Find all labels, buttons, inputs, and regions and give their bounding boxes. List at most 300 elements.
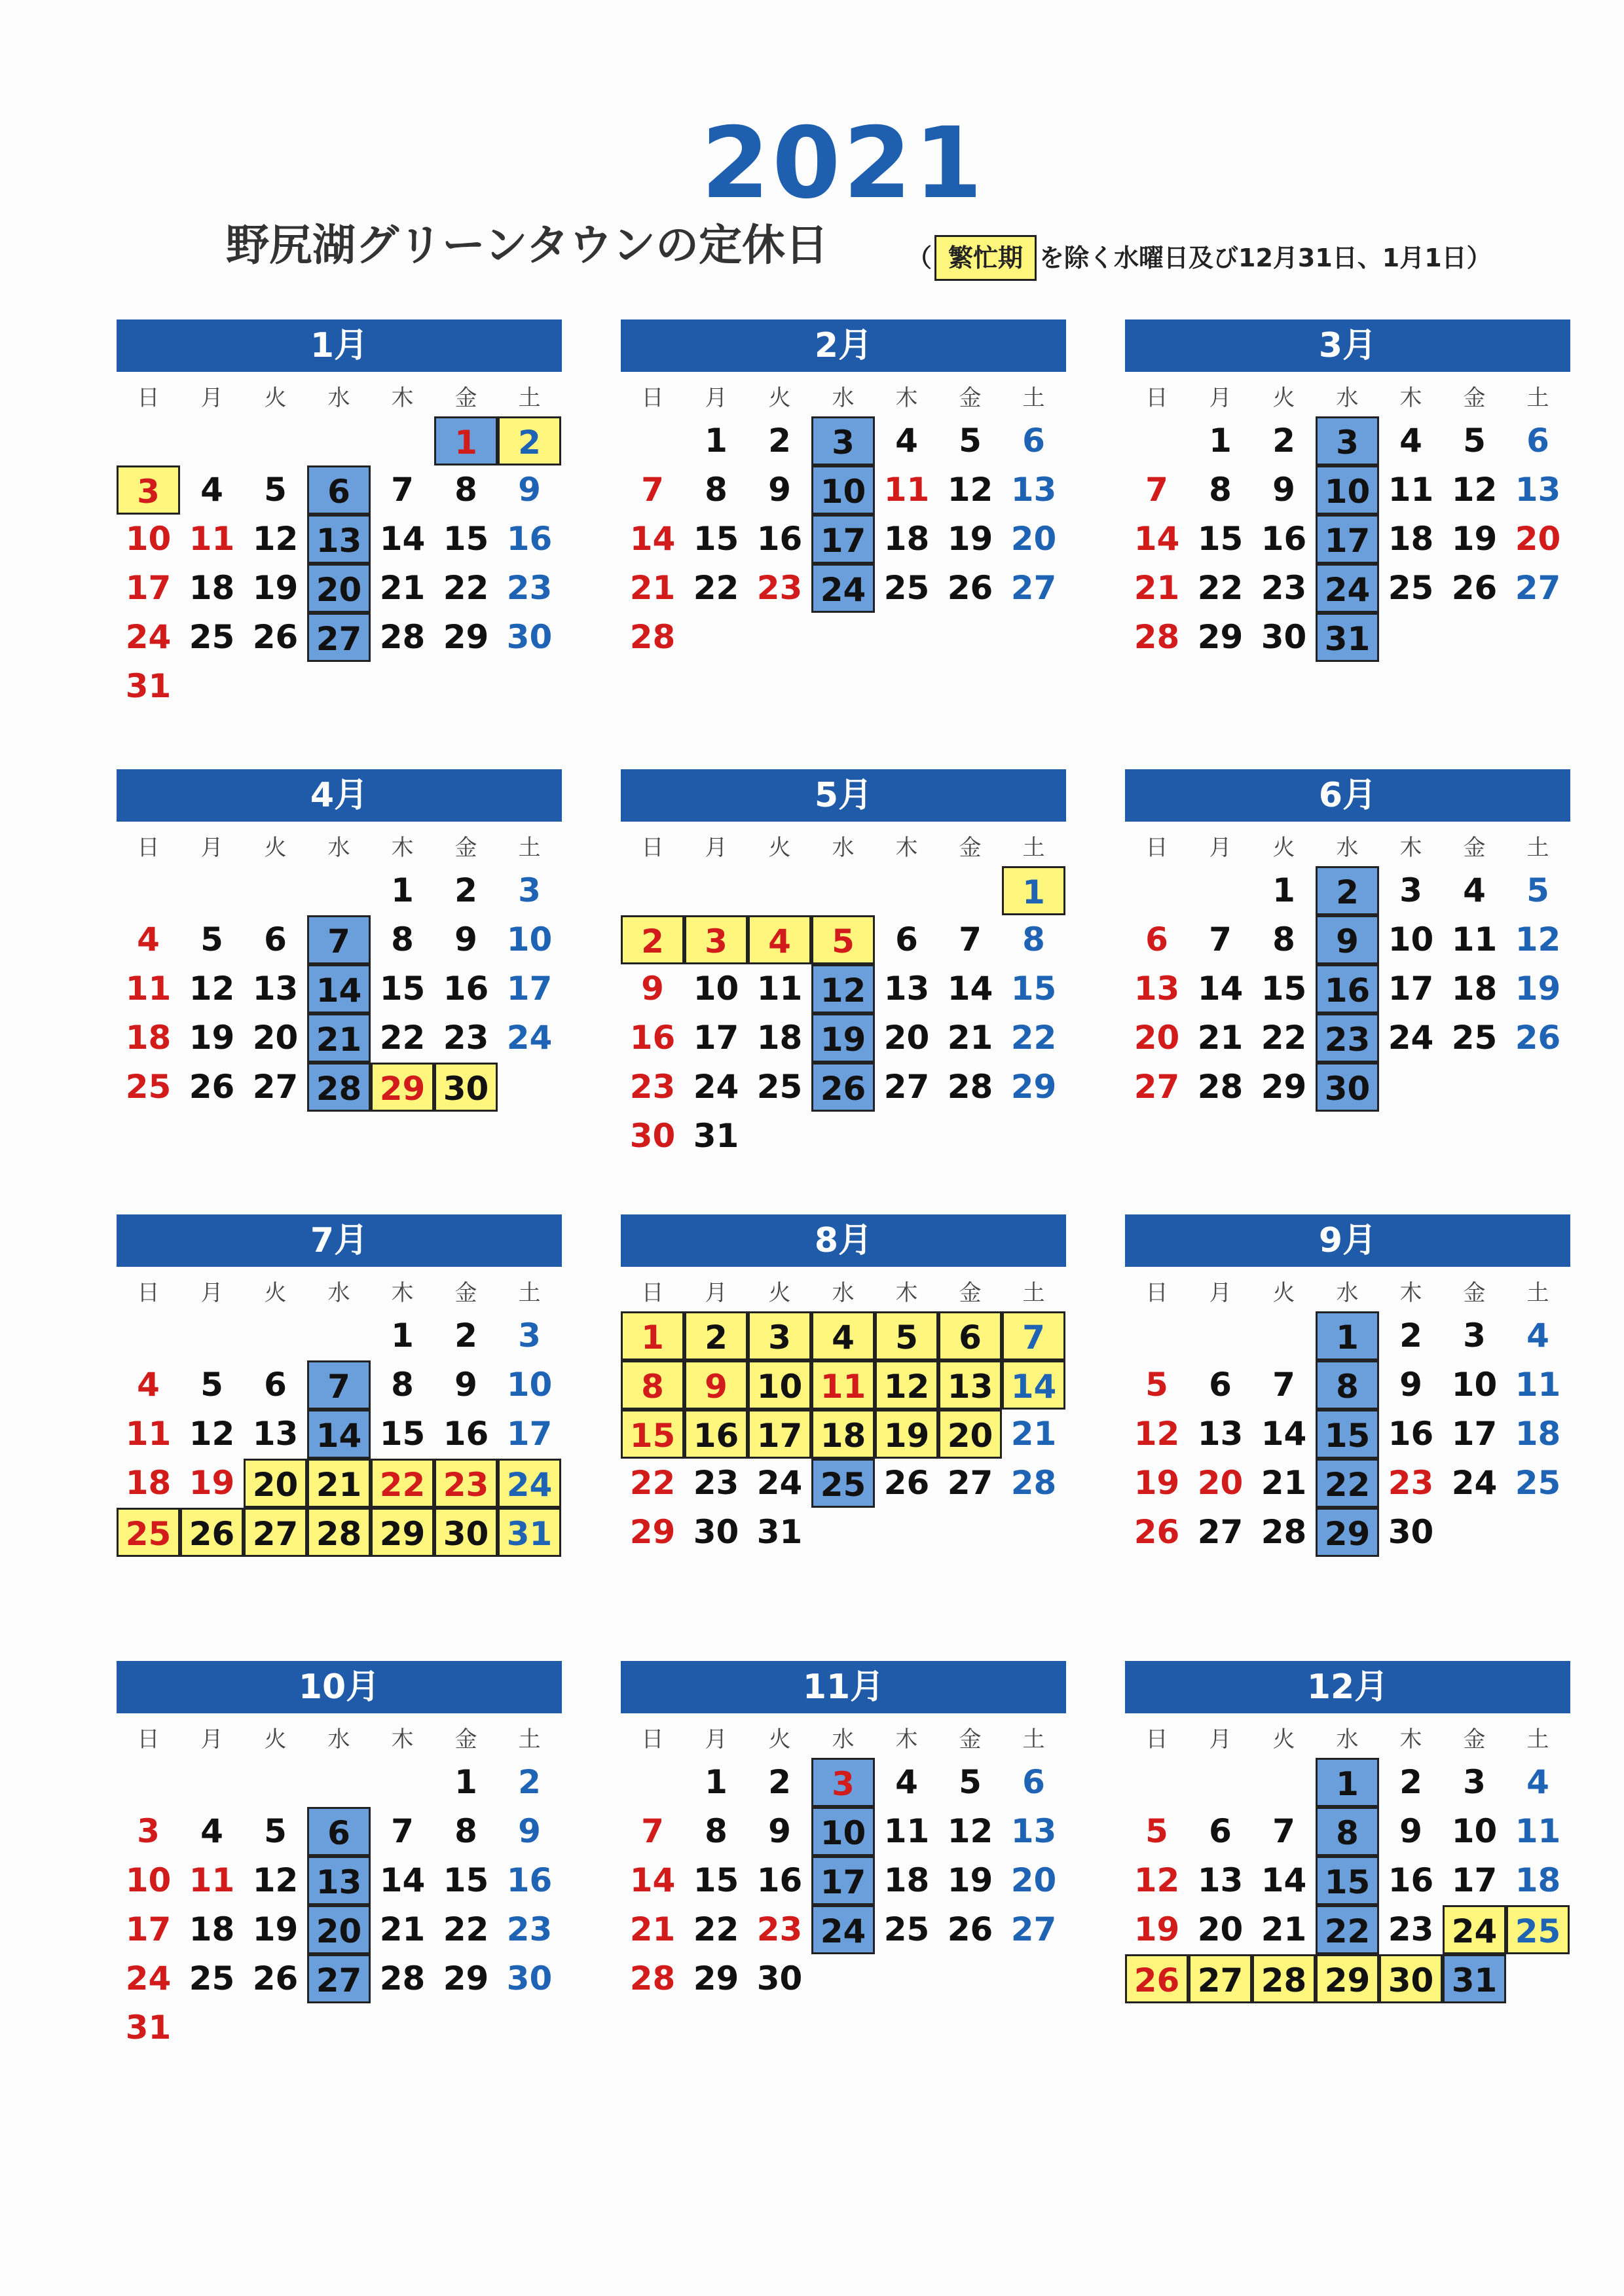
day-cell: 13 (1197, 1415, 1244, 1453)
day-cell: 28 (629, 1959, 676, 1997)
day-cell: 27 (1189, 1954, 1252, 2003)
day-cell: 9 (518, 1812, 541, 1850)
day-cell: 5 (1526, 871, 1549, 909)
day-cell: 5 (1145, 1366, 1168, 1404)
day-cell: 23 (506, 1910, 553, 1948)
day-cell: 6 (895, 920, 918, 958)
weekday-label: 木 (1399, 835, 1422, 861)
day-cell: 2 (1399, 1317, 1422, 1355)
month-calendar (621, 1661, 1066, 2054)
day-cell: 28 (379, 1959, 426, 1997)
day-cell: 24 (756, 1464, 803, 1502)
day-cell: 11 (125, 970, 172, 1008)
weekday-label: 木 (895, 1726, 918, 1753)
day-cell: 10 (1451, 1366, 1498, 1404)
day-cell: 29 (1316, 1954, 1379, 2003)
day-cell: 19 (189, 1464, 235, 1502)
day-cell: 25 (1451, 1019, 1498, 1057)
day-cell: 29 (693, 1959, 739, 1997)
day-cell: 13 (252, 1415, 299, 1453)
weekday-label: 月 (705, 1726, 728, 1753)
weekday-label: 日 (1145, 835, 1168, 861)
day-cell: 12 (875, 1360, 938, 1410)
day-cell: 22 (1316, 1905, 1379, 1954)
day-cell: 17 (506, 1415, 553, 1453)
day-cell: 20 (1010, 1861, 1057, 1899)
day-cell: 20 (938, 1410, 1002, 1459)
month-header: 8月 (621, 1214, 1066, 1267)
day-cell: 1 (434, 416, 498, 465)
day-cell: 7 (1145, 471, 1168, 509)
month-calendar (1125, 1214, 1570, 1607)
weekday-label: 金 (959, 835, 982, 861)
weekday-label: 水 (832, 1280, 855, 1306)
weekday-label: 日 (641, 385, 664, 411)
day-cell: 16 (506, 520, 553, 558)
day-cell: 5 (264, 1812, 287, 1850)
month-calendar (1125, 769, 1570, 1162)
day-cell: 20 (1197, 1464, 1244, 1502)
day-cell: 12 (189, 1415, 235, 1453)
weekday-label: 土 (518, 1280, 541, 1306)
day-cell: 30 (506, 618, 553, 656)
day-cell: 19 (189, 1019, 235, 1057)
weekday-label: 金 (959, 385, 982, 411)
weekday-label: 月 (200, 1726, 223, 1753)
weekday-label: 木 (1399, 385, 1422, 411)
weekday-label: 金 (1463, 835, 1486, 861)
day-cell: 26 (947, 569, 993, 607)
day-cell: 21 (629, 1910, 676, 1948)
day-cell: 22 (371, 1459, 434, 1508)
day-cell: 10 (1451, 1812, 1498, 1850)
year-heading: 2021 (701, 107, 986, 221)
day-cell: 14 (307, 1410, 371, 1459)
weekday-label: 金 (959, 1280, 982, 1306)
weekday-label: 火 (768, 835, 791, 861)
day-cell: 27 (1010, 569, 1057, 607)
month-header: 1月 (117, 319, 562, 372)
day-cell: 13 (1515, 471, 1561, 509)
day-cell: 13 (307, 515, 371, 564)
day-cell: 12 (1451, 471, 1498, 509)
day-cell: 7 (1209, 920, 1232, 958)
month-calendar (117, 769, 562, 1162)
day-cell: 27 (1197, 1513, 1244, 1551)
day-cell: 1 (391, 871, 414, 909)
day-cell: 3 (748, 1311, 811, 1360)
day-cell: 6 (307, 465, 371, 515)
weekday-label: 土 (1022, 1726, 1045, 1753)
weekday-label: 木 (895, 835, 918, 861)
day-cell: 23 (443, 1019, 489, 1057)
day-cell: 8 (391, 920, 414, 958)
day-cell: 18 (189, 1910, 235, 1948)
weekday-label: 日 (137, 385, 160, 411)
day-cell: 3 (811, 416, 875, 465)
day-cell: 10 (506, 920, 553, 958)
weekday-label: 月 (1209, 385, 1232, 411)
month-calendar (621, 769, 1066, 1162)
day-cell: 7 (1272, 1812, 1295, 1850)
day-cell: 2 (454, 1317, 477, 1355)
day-cell: 18 (1515, 1415, 1561, 1453)
day-cell: 2 (1316, 866, 1379, 915)
day-cell: 20 (1134, 1019, 1180, 1057)
day-cell: 30 (434, 1508, 498, 1557)
day-cell: 24 (125, 1959, 172, 1997)
day-cell: 13 (1010, 471, 1057, 509)
day-cell: 29 (1261, 1068, 1307, 1106)
weekday-label: 水 (327, 385, 350, 411)
day-cell: 9 (454, 920, 477, 958)
day-cell: 7 (391, 1812, 414, 1850)
weekday-label: 水 (832, 835, 855, 861)
day-cell: 6 (1022, 422, 1045, 460)
day-cell: 14 (1261, 1415, 1307, 1453)
day-cell: 19 (875, 1410, 938, 1459)
day-cell: 15 (1316, 1410, 1379, 1459)
day-cell: 30 (693, 1513, 739, 1551)
day-cell: 21 (1134, 569, 1180, 607)
day-cell: 7 (391, 471, 414, 509)
day-cell: 9 (684, 1360, 748, 1410)
day-cell: 6 (264, 1366, 287, 1404)
day-cell: 10 (1316, 465, 1379, 515)
day-cell: 27 (883, 1068, 930, 1106)
day-cell: 17 (506, 970, 553, 1008)
day-cell: 5 (264, 471, 287, 509)
day-cell: 17 (693, 1019, 739, 1057)
day-cell: 1 (705, 422, 728, 460)
day-cell: 2 (1399, 1763, 1422, 1801)
title-note (907, 234, 1492, 282)
day-cell: 2 (498, 416, 561, 465)
day-cell: 28 (379, 618, 426, 656)
day-cell: 6 (264, 920, 287, 958)
page-title: 野尻湖グリーンタウンの定休日 (226, 220, 829, 270)
day-cell: 7 (307, 915, 371, 964)
day-cell: 15 (379, 970, 426, 1008)
day-cell: 22 (379, 1019, 426, 1057)
weekday-label: 木 (895, 1280, 918, 1306)
day-cell: 9 (454, 1366, 477, 1404)
day-cell: 4 (895, 1763, 918, 1801)
weekday-label: 火 (264, 385, 287, 411)
day-cell: 20 (307, 564, 371, 613)
weekday-label: 水 (832, 1726, 855, 1753)
weekday-label: 木 (1399, 1280, 1422, 1306)
day-cell: 5 (1463, 422, 1486, 460)
weekday-label: 木 (391, 1726, 414, 1753)
weekday-label: 日 (137, 835, 160, 861)
day-cell: 24 (506, 1019, 553, 1057)
weekday-label: 木 (1399, 1726, 1422, 1753)
day-cell: 16 (1261, 520, 1307, 558)
day-cell: 9 (1399, 1366, 1422, 1404)
day-cell: 19 (947, 520, 993, 558)
month-calendar (1125, 1661, 1570, 2054)
day-cell: 27 (252, 1068, 299, 1106)
day-cell: 10 (125, 520, 172, 558)
day-cell: 5 (959, 422, 982, 460)
weekday-label: 土 (1526, 385, 1549, 411)
day-cell: 11 (1515, 1366, 1561, 1404)
day-cell: 6 (1022, 1763, 1045, 1801)
day-cell: 23 (434, 1459, 498, 1508)
weekday-label: 木 (895, 385, 918, 411)
day-cell: 28 (1252, 1954, 1316, 2003)
day-cell: 6 (307, 1807, 371, 1856)
day-cell: 16 (756, 520, 803, 558)
day-cell: 18 (125, 1464, 172, 1502)
weekday-label: 月 (1209, 835, 1232, 861)
day-cell: 11 (189, 520, 235, 558)
day-cell: 31 (1443, 1954, 1506, 2003)
weekday-label: 金 (959, 1726, 982, 1753)
day-cell: 11 (125, 1415, 172, 1453)
weekday-label: 土 (1022, 835, 1045, 861)
day-cell: 12 (947, 471, 993, 509)
day-cell: 29 (443, 1959, 489, 1997)
day-cell: 29 (1197, 618, 1244, 656)
day-cell: 29 (629, 1513, 676, 1551)
day-cell: 3 (137, 1812, 160, 1850)
day-cell: 9 (518, 471, 541, 509)
day-cell: 20 (1197, 1910, 1244, 1948)
day-cell: 7 (641, 1812, 664, 1850)
day-cell: 11 (1515, 1812, 1561, 1850)
day-cell: 14 (1134, 520, 1180, 558)
weekday-label: 火 (1272, 1280, 1295, 1306)
day-cell: 8 (621, 1360, 684, 1410)
weekday-label: 月 (1209, 1726, 1232, 1753)
day-cell: 21 (947, 1019, 993, 1057)
day-cell: 31 (693, 1117, 739, 1155)
weekday-label: 火 (1272, 385, 1295, 411)
day-cell: 22 (1316, 1459, 1379, 1508)
day-cell: 17 (125, 1910, 172, 1948)
day-cell: 5 (200, 1366, 223, 1404)
day-cell: 15 (1316, 1856, 1379, 1905)
day-cell: 6 (1526, 422, 1549, 460)
day-cell: 2 (684, 1311, 748, 1360)
day-cell: 2 (768, 1763, 791, 1801)
day-cell: 12 (252, 1861, 299, 1899)
day-cell: 4 (1526, 1763, 1549, 1801)
month-calendar (621, 319, 1066, 712)
day-cell: 5 (1145, 1812, 1168, 1850)
day-cell: 12 (1134, 1415, 1180, 1453)
day-cell: 24 (498, 1459, 561, 1508)
weekday-label: 木 (391, 385, 414, 411)
day-cell: 1 (705, 1763, 728, 1801)
day-cell: 7 (641, 471, 664, 509)
weekday-label: 水 (1336, 1280, 1359, 1306)
day-cell: 18 (189, 569, 235, 607)
day-cell: 9 (1316, 915, 1379, 964)
day-cell: 30 (1379, 1954, 1443, 2003)
day-cell: 4 (1463, 871, 1486, 909)
day-cell: 29 (1010, 1068, 1057, 1106)
day-cell: 1 (1316, 1311, 1379, 1360)
day-cell: 21 (1261, 1464, 1307, 1502)
day-cell: 30 (1261, 618, 1307, 656)
weekday-label: 土 (1526, 835, 1549, 861)
day-cell: 30 (629, 1117, 676, 1155)
weekday-label: 日 (641, 835, 664, 861)
day-cell: 31 (498, 1508, 561, 1557)
day-cell: 8 (1316, 1360, 1379, 1410)
day-cell: 19 (252, 1910, 299, 1948)
day-cell: 11 (756, 970, 803, 1008)
weekday-label: 火 (768, 385, 791, 411)
day-cell: 20 (244, 1459, 307, 1508)
day-cell: 6 (1145, 920, 1168, 958)
month-header: 9月 (1125, 1214, 1570, 1267)
day-cell: 14 (1002, 1360, 1065, 1410)
day-cell: 22 (693, 569, 739, 607)
month-header: 4月 (117, 769, 562, 822)
day-cell: 5 (811, 915, 875, 964)
weekday-label: 水 (327, 1280, 350, 1306)
day-cell: 4 (811, 1311, 875, 1360)
month-header: 10月 (117, 1661, 562, 1713)
day-cell: 24 (693, 1068, 739, 1106)
weekday-label: 月 (705, 1280, 728, 1306)
day-cell: 26 (252, 618, 299, 656)
day-cell: 14 (947, 970, 993, 1008)
day-cell: 25 (125, 1068, 172, 1106)
day-cell: 4 (200, 471, 223, 509)
weekday-label: 日 (641, 1280, 664, 1306)
day-cell: 23 (756, 569, 803, 607)
day-cell: 8 (454, 471, 477, 509)
day-cell: 15 (1197, 520, 1244, 558)
day-cell: 12 (189, 970, 235, 1008)
day-cell: 24 (811, 1905, 875, 1954)
day-cell: 16 (1316, 964, 1379, 1013)
day-cell: 12 (1134, 1861, 1180, 1899)
day-cell: 10 (1388, 920, 1434, 958)
day-cell: 23 (756, 1910, 803, 1948)
day-cell: 26 (180, 1508, 244, 1557)
day-cell: 21 (629, 569, 676, 607)
day-cell: 13 (252, 970, 299, 1008)
day-cell: 1 (391, 1317, 414, 1355)
day-cell: 17 (811, 1856, 875, 1905)
weekday-label: 月 (200, 835, 223, 861)
day-cell: 5 (959, 1763, 982, 1801)
day-cell: 6 (1209, 1366, 1232, 1404)
day-cell: 28 (1010, 1464, 1057, 1502)
day-cell: 12 (252, 520, 299, 558)
day-cell: 22 (443, 1910, 489, 1948)
weekday-label: 水 (1336, 1726, 1359, 1753)
day-cell: 7 (1002, 1311, 1065, 1360)
weekday-label: 日 (641, 1726, 664, 1753)
weekday-label: 月 (705, 835, 728, 861)
day-cell: 15 (443, 1861, 489, 1899)
day-cell: 26 (883, 1464, 930, 1502)
day-cell: 13 (1197, 1861, 1244, 1899)
day-cell: 23 (693, 1464, 739, 1502)
day-cell: 29 (371, 1063, 434, 1112)
day-cell: 21 (379, 569, 426, 607)
day-cell: 31 (125, 2009, 172, 2047)
day-cell: 13 (1010, 1812, 1057, 1850)
day-cell: 20 (307, 1905, 371, 1954)
weekday-label: 日 (137, 1280, 160, 1306)
day-cell: 27 (244, 1508, 307, 1557)
day-cell: 4 (895, 422, 918, 460)
day-cell: 16 (506, 1861, 553, 1899)
weekday-label: 火 (1272, 835, 1295, 861)
day-cell: 29 (371, 1508, 434, 1557)
day-cell: 18 (1388, 520, 1434, 558)
day-cell: 14 (1261, 1861, 1307, 1899)
day-cell: 16 (443, 970, 489, 1008)
day-cell: 10 (811, 1807, 875, 1856)
day-cell: 17 (1451, 1861, 1498, 1899)
day-cell: 3 (518, 1317, 541, 1355)
day-cell: 28 (1134, 618, 1180, 656)
day-cell: 11 (1388, 471, 1434, 509)
day-cell: 19 (811, 1013, 875, 1063)
day-cell: 12 (947, 1812, 993, 1850)
weekday-label: 水 (1336, 385, 1359, 411)
day-cell: 26 (189, 1068, 235, 1106)
day-cell: 28 (307, 1508, 371, 1557)
day-cell: 11 (883, 471, 930, 509)
day-cell: 13 (307, 1856, 371, 1905)
day-cell: 11 (189, 1861, 235, 1899)
day-cell: 16 (684, 1410, 748, 1459)
day-cell: 8 (705, 1812, 728, 1850)
day-cell: 25 (883, 1910, 930, 1948)
day-cell: 27 (1010, 1910, 1057, 1948)
day-cell: 23 (629, 1068, 676, 1106)
month-calendar (117, 1214, 562, 1607)
day-cell: 19 (1134, 1910, 1180, 1948)
day-cell: 23 (1388, 1464, 1434, 1502)
day-cell: 8 (705, 471, 728, 509)
weekday-label: 金 (454, 1280, 477, 1306)
day-cell: 6 (1209, 1812, 1232, 1850)
day-cell: 6 (938, 1311, 1002, 1360)
day-cell: 18 (811, 1410, 875, 1459)
weekday-label: 土 (1022, 1280, 1045, 1306)
day-cell: 24 (1388, 1019, 1434, 1057)
weekday-label: 木 (391, 1280, 414, 1306)
weekday-label: 月 (1209, 1280, 1232, 1306)
day-cell: 14 (307, 964, 371, 1013)
day-cell: 17 (1316, 515, 1379, 564)
month-calendar (117, 319, 562, 712)
day-cell: 10 (811, 465, 875, 515)
day-cell: 1 (454, 1763, 477, 1801)
day-cell: 18 (1515, 1861, 1561, 1899)
day-cell: 3 (1399, 871, 1422, 909)
day-cell: 9 (1272, 471, 1295, 509)
day-cell: 30 (434, 1063, 498, 1112)
day-cell: 19 (1451, 520, 1498, 558)
weekday-label: 土 (1022, 385, 1045, 411)
weekday-label: 月 (200, 385, 223, 411)
day-cell: 27 (1134, 1068, 1180, 1106)
day-cell: 19 (947, 1861, 993, 1899)
day-cell: 19 (1515, 970, 1561, 1008)
